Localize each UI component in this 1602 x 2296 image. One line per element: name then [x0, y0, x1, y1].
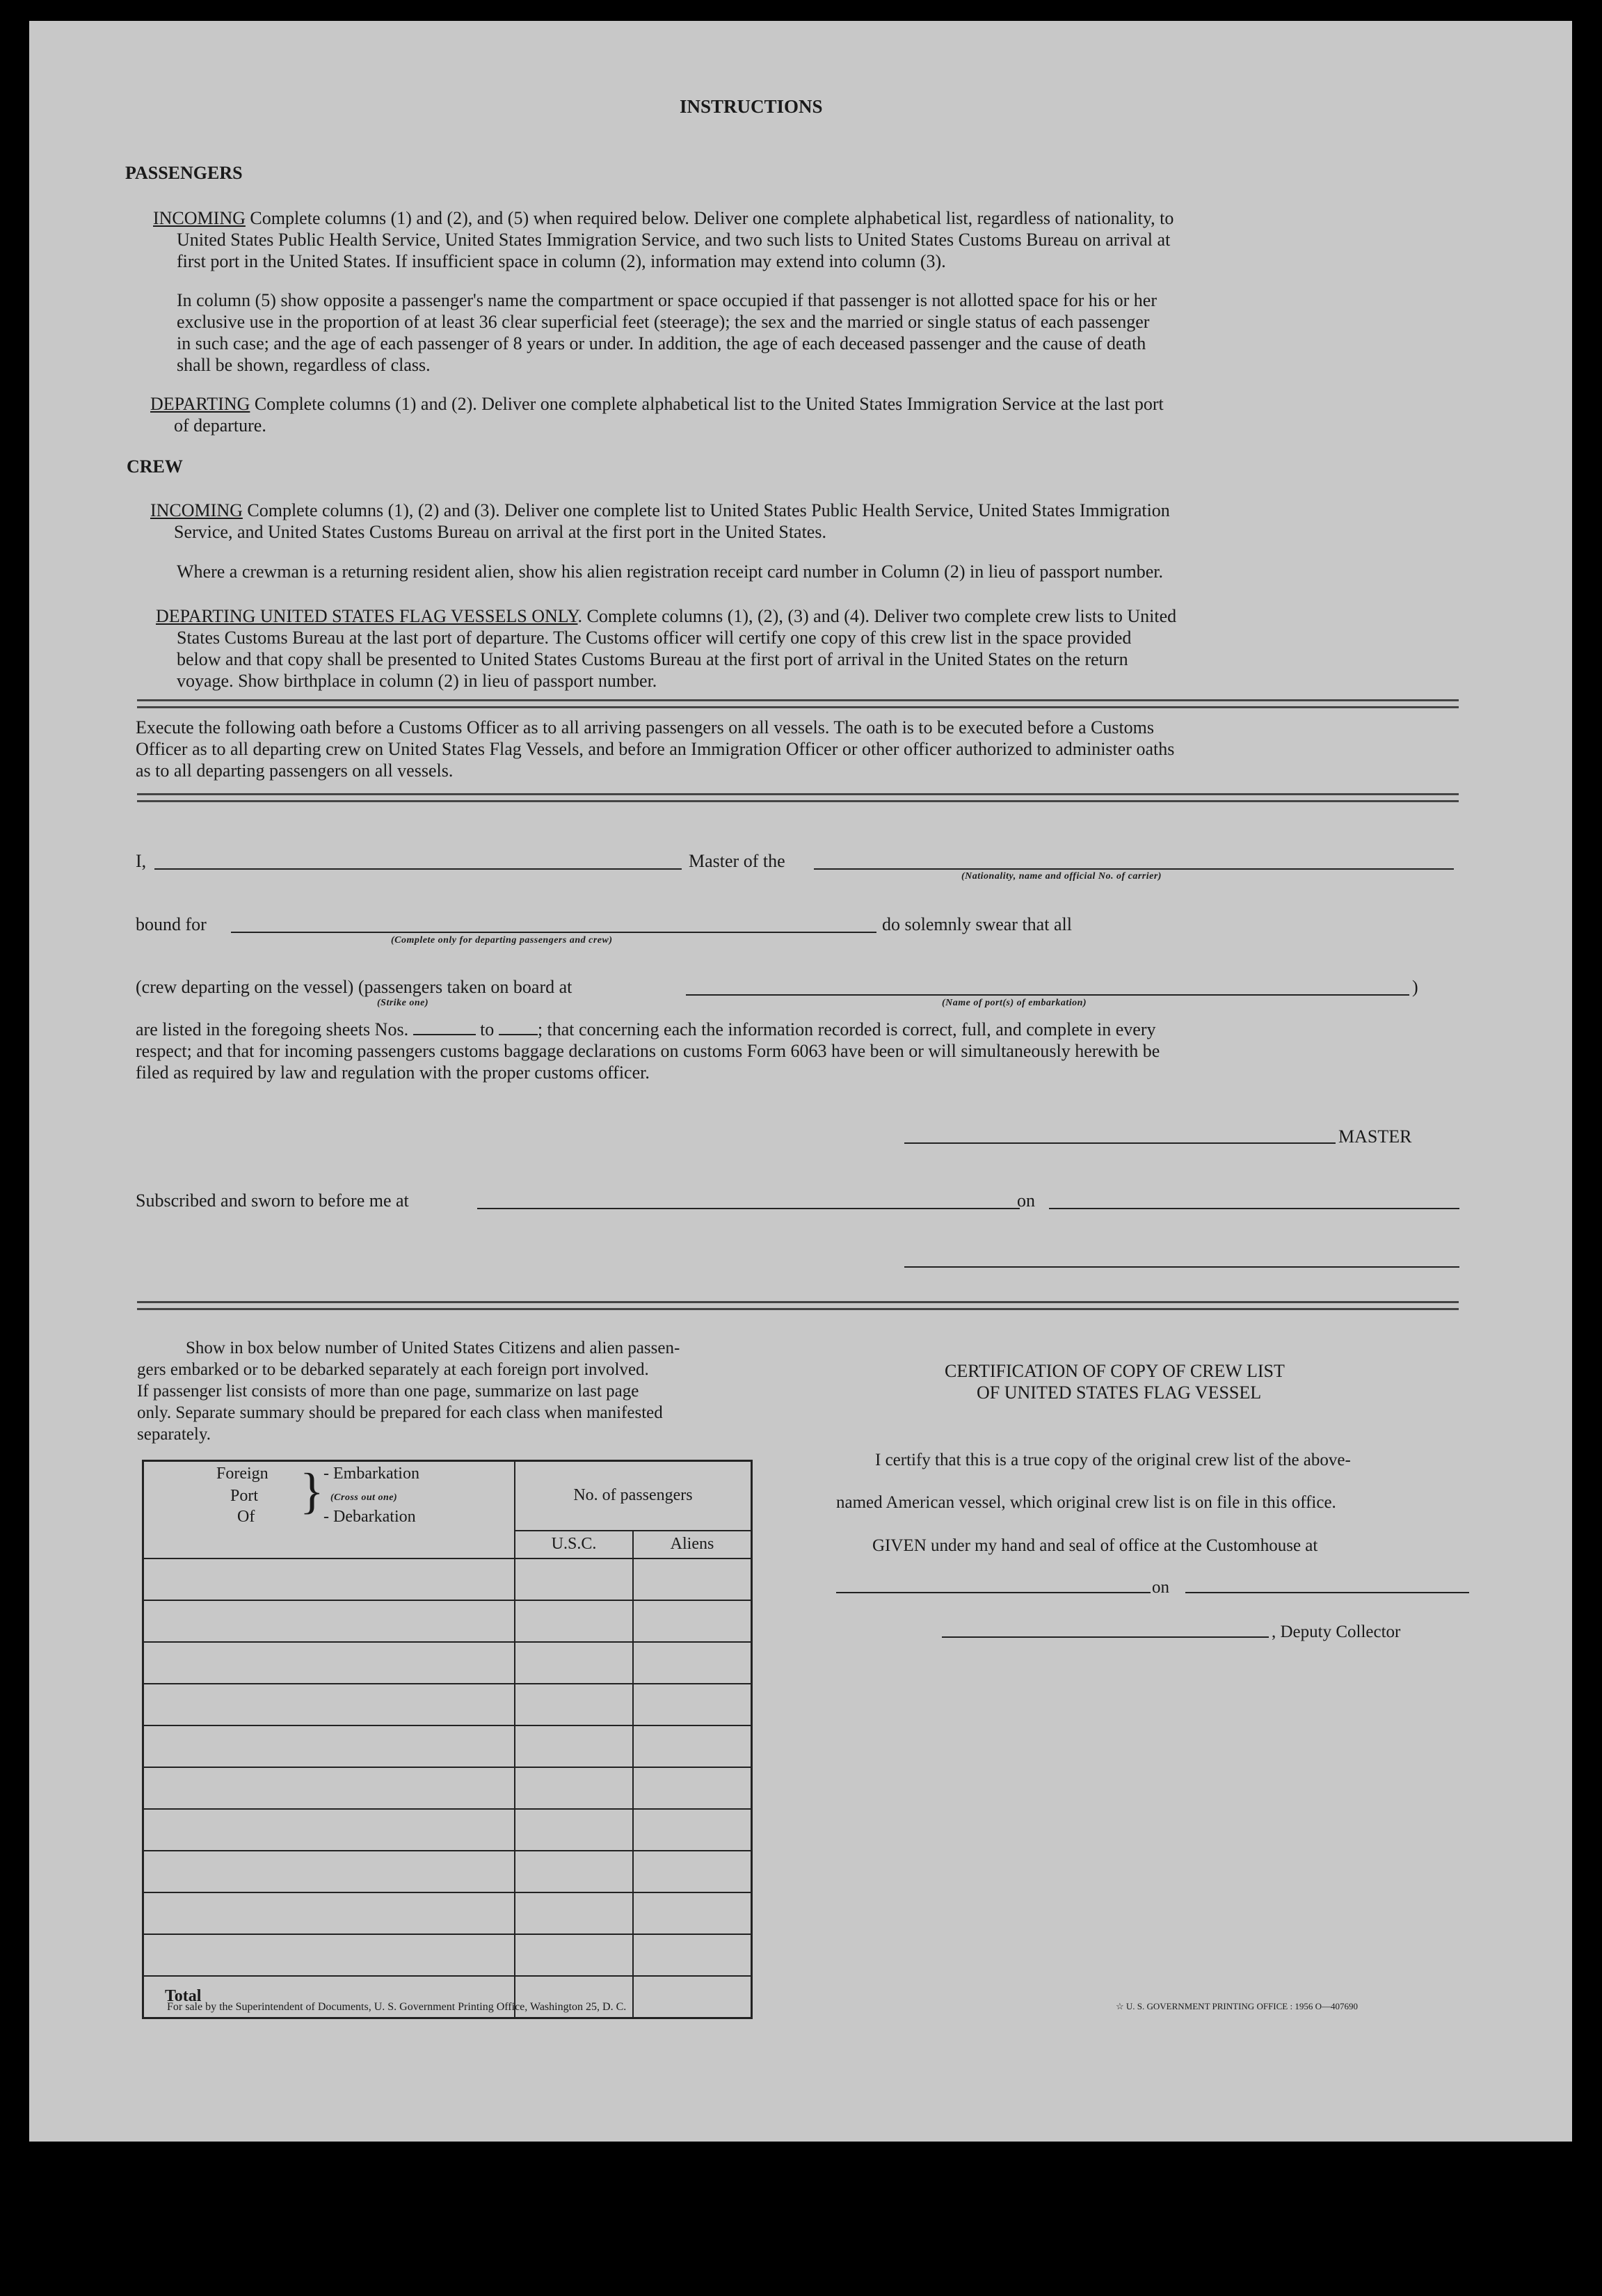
swear-text: do solemnly swear that all [882, 914, 1072, 934]
cert-title: OF UNITED STATES FLAG VESSEL [977, 1382, 1262, 1403]
summary-intro: If passenger list consists of more than one page, summarize on last page [137, 1382, 639, 1401]
sheet-to-field[interactable] [499, 1034, 538, 1035]
double-rule [137, 699, 1459, 708]
port-cell[interactable] [143, 1642, 515, 1684]
port-cell[interactable] [143, 1767, 515, 1809]
table-row [143, 1684, 752, 1725]
table-row [143, 1558, 752, 1600]
cert-text: named American vessel, which original crew list is on file in this office. [836, 1493, 1336, 1512]
aliens-header: Aliens [633, 1531, 752, 1558]
embarkation-port-field[interactable] [686, 994, 1409, 996]
aliens-cell[interactable] [633, 1558, 752, 1600]
port-cell[interactable] [143, 1892, 515, 1934]
oath-instruction-line: Officer as to all departing crew on United States Flag Vessels, and before an Immigration Officer or other officer authorized to administer oaths [136, 739, 1175, 759]
usc-cell[interactable] [515, 1725, 633, 1767]
departing-line: of departure. [174, 415, 266, 436]
complete-only-note: (Complete only for departing passengers and crew) [391, 935, 613, 946]
incoming-line: United States Public Health Service, United States Immigration Service, and two such lists to United States Customs Bureau on arrival at [177, 230, 1171, 250]
departing-text: Complete columns (1) and (2). Deliver one complete alphabetical list to the United States Immigration Service at the last port [254, 394, 1164, 414]
aliens-cell[interactable] [633, 1725, 752, 1767]
incoming-text: Complete columns (1) and (2), and (5) when required below. Deliver one complete alphabetical list, regardless of nationality, to [250, 208, 1174, 228]
usc-cell[interactable] [515, 1558, 633, 1600]
usc-cell[interactable] [515, 1600, 633, 1642]
cert-on-label: on [1152, 1578, 1169, 1597]
crew-heading: CREW [127, 456, 183, 477]
table-row [143, 1767, 752, 1809]
col5-line: in such case; and the age of each passenger of 8 years or under. In addition, the age of each deceased passenger and the cause of death [177, 333, 1146, 353]
sheet-from-field[interactable] [413, 1034, 476, 1035]
cert-date-field[interactable] [1185, 1592, 1469, 1593]
passengers-incoming [153, 207, 1174, 229]
nationality-note: (Nationality, name and official No. of carrier) [961, 871, 1162, 882]
crew-incoming-line: Service, and United States Customs Bureau on arrival at the first port in the United States. [174, 522, 826, 542]
oath-i: I, [136, 851, 147, 871]
aliens-cell[interactable] [633, 1767, 752, 1809]
passengers-departing [150, 393, 1164, 415]
table-row [143, 1600, 752, 1642]
aliens-cell[interactable] [633, 1934, 752, 1976]
usc-cell[interactable] [515, 1934, 633, 1976]
master-of-the-label: Master of the [689, 851, 785, 871]
incoming-label: INCOMING [153, 208, 246, 228]
usc-cell[interactable] [515, 1851, 633, 1892]
aliens-cell[interactable] [633, 1684, 752, 1725]
usc-cell[interactable] [515, 1767, 633, 1809]
carrier-field[interactable] [814, 868, 1454, 870]
incoming-text: Complete columns (1), (2) and (3). Deliver one complete list to United States Public Health Service, United States Immigration [247, 500, 1170, 520]
deputy-collector-label: , Deputy Collector [1272, 1623, 1401, 1641]
aliens-cell[interactable] [633, 1600, 752, 1642]
port-cell[interactable] [143, 1558, 515, 1600]
on-label: on [1017, 1190, 1035, 1211]
crew-departing-line: below and that copy shall be presented to United States Customs Bureau at the first port of arrival in the United States on the return [177, 649, 1128, 669]
footer-right: ☆ U. S. GOVERNMENT PRINTING OFFICE : 1956 O—407690 [1116, 2001, 1358, 2011]
crew-departing-line: voyage. Show birthplace in column (2) in lieu of passport number. [177, 671, 657, 691]
departing-text: . Complete columns (1), (2), (3) and (4). Deliver two complete crew lists to United [577, 606, 1177, 626]
summary-intro: Show in box below number of United States Citizens and alien passen- [186, 1339, 680, 1357]
usc-cell[interactable] [515, 1809, 633, 1851]
close-paren: ) [1412, 977, 1418, 997]
crew-departing [156, 605, 1176, 627]
table-row [143, 1851, 752, 1892]
subscribed-label: Subscribed and sworn to before me at [136, 1190, 409, 1211]
summary-intro: separately. [137, 1425, 211, 1444]
page-title: INSTRUCTIONS [680, 96, 823, 117]
cert-text: I certify that this is a true copy of the original crew list of the above- [875, 1451, 1351, 1469]
usc-cell[interactable] [515, 1684, 633, 1725]
sworn-date-field[interactable] [1049, 1208, 1459, 1209]
total-label: Total [143, 1976, 515, 2018]
summary-intro: gers embarked or to be debarked separately at each foreign port involved. [137, 1360, 649, 1379]
deputy-signature-field[interactable] [942, 1636, 1269, 1638]
usc-cell[interactable] [515, 1892, 633, 1934]
crew-departing-line: States Customs Bureau at the last port of departure. The Customs officer will certify one copy of this crew list in the space provided [177, 628, 1132, 648]
col5-line: exclusive use in the proportion of at least 36 clear superficial feet (steerage); the sex and the married or single status of each passenger [177, 312, 1150, 332]
incoming-label: INCOMING [150, 500, 243, 520]
form-sheet [29, 21, 1572, 2142]
table-row [143, 1892, 752, 1934]
cross-out-note: (Cross out one) [330, 1492, 398, 1503]
port-cell[interactable] [143, 1600, 515, 1642]
listed-line: filed as required by law and regulation with the proper customs officer. [136, 1062, 650, 1083]
departing-flag-label: DEPARTING UNITED STATES FLAG VESSELS ONLY [156, 606, 578, 626]
customhouse-field[interactable] [836, 1592, 1151, 1593]
port-cell[interactable] [143, 1809, 515, 1851]
listed-line: respect; and that for incoming passengers customs baggage declarations on customs Form 6063 have been or will simultaneously herewith be [136, 1041, 1160, 1061]
listed-text: are listed in the foregoing sheets Nos. [136, 1019, 409, 1039]
of-label: Of [237, 1508, 255, 1526]
embarkation-label: - Embarkation [323, 1465, 419, 1483]
brace-icon: } [300, 1463, 324, 1519]
col5-line: In column (5) show opposite a passenger's name the compartment or space occupied if that passenger is not allotted space for his or her [177, 290, 1157, 310]
debarkation-label: - Debarkation [323, 1508, 416, 1526]
table-row [143, 1642, 752, 1684]
passengers-heading: PASSENGERS [125, 163, 243, 183]
passenger-summary-table [142, 1460, 753, 2019]
table-row [143, 1809, 752, 1851]
port-cell[interactable] [143, 1851, 515, 1892]
bound-for-field[interactable] [231, 932, 876, 933]
to-text: to [480, 1019, 495, 1039]
aliens-cell[interactable] [633, 1892, 752, 1934]
no-passengers-header: No. of passengers [515, 1461, 752, 1531]
port-cell[interactable] [143, 1684, 515, 1725]
officer-signature-field[interactable] [904, 1266, 1459, 1268]
aliens-cell[interactable] [633, 1851, 752, 1892]
bound-for-label: bound for [136, 914, 207, 934]
sworn-place-field[interactable] [477, 1208, 1020, 1209]
crew-incoming [150, 500, 1170, 521]
incoming-line: first port in the United States. If insufficient space in column (2), information may extend into column (3). [177, 251, 946, 271]
aliens-cell[interactable] [633, 1809, 752, 1851]
cert-text: GIVEN under my hand and seal of office at the Customhouse at [872, 1536, 1318, 1555]
listed-line [136, 1019, 1156, 1040]
departing-label: DEPARTING [150, 394, 250, 414]
col5-line: shall be shown, regardless of class. [177, 355, 431, 375]
master-signature-field[interactable] [904, 1142, 1336, 1144]
port-cell[interactable] [143, 1725, 515, 1767]
port-cell[interactable] [143, 1934, 515, 1976]
table-row [143, 1934, 752, 1976]
usc-cell[interactable] [515, 1642, 633, 1684]
double-rule [137, 793, 1459, 802]
strike-one-note: (Strike one) [377, 998, 429, 1008]
double-rule [137, 1301, 1459, 1310]
usc-header: U.S.C. [515, 1531, 633, 1558]
master-name-field[interactable] [154, 868, 682, 870]
summary-intro: only. Separate summary should be prepared for each class when manifested [137, 1403, 663, 1422]
oath-instruction-line: Execute the following oath before a Customs Officer as to all arriving passengers on all vessels. The oath is to be executed before a Customs [136, 717, 1155, 738]
foreign-port-header [143, 1461, 515, 1558]
foreign-label: Foreign [216, 1465, 269, 1483]
ports-note: (Name of port(s) of embarkation) [942, 998, 1087, 1008]
footer-left: For sale by the Superintendent of Documents, U. S. Government Printing Office, Washington 25, D. C. [167, 2001, 627, 2013]
crew-passengers-text: (crew departing on the vessel) (passengers taken on board at [136, 977, 572, 997]
master-label: MASTER [1338, 1126, 1412, 1147]
cert-title: CERTIFICATION OF COPY OF CREW LIST [945, 1361, 1285, 1381]
resident-alien-text: Where a crewman is a returning resident alien, show his alien registration receipt card number in Column (2) in lieu of passport number. [177, 561, 1164, 582]
oath-instruction-line: as to all departing passengers on all vessels. [136, 760, 454, 781]
aliens-total-cell[interactable] [633, 1976, 752, 2018]
port-label: Port [230, 1487, 259, 1505]
table-row [143, 1725, 752, 1767]
listed-text: ; that concerning each the information recorded is correct, full, and complete in every [537, 1019, 1156, 1039]
aliens-cell[interactable] [633, 1642, 752, 1684]
